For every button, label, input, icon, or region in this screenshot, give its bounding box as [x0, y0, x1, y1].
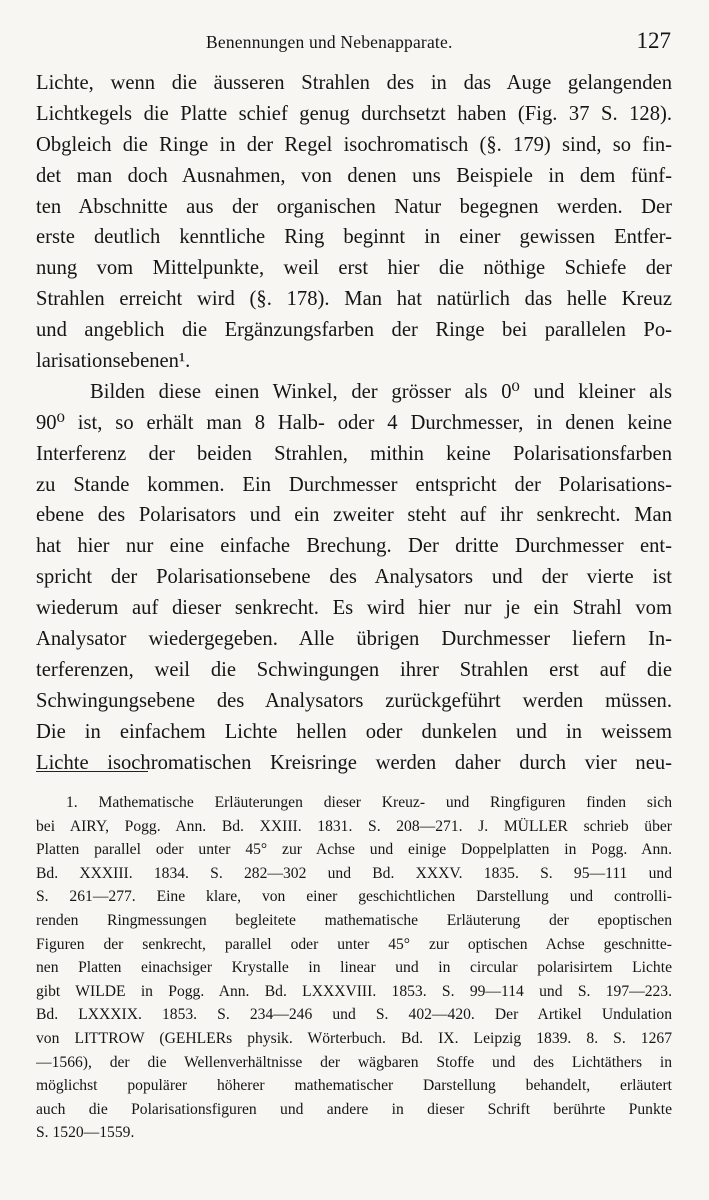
text-line: nung vom Mittelpunkte, weil erst hier die nöthige Schiefe der: [36, 257, 672, 280]
paragraph-end-line: larisationsebenen¹.: [36, 350, 191, 373]
text-line: ebene des Polarisators und ein zweiter steht auf ihr senkrecht. Man: [36, 504, 672, 527]
text-line: spricht der Polarisationsebene des Analysators und der vierte ist: [36, 566, 672, 589]
text-line: Lichte isochromatischen Kreisringe werden daher durch vier neu-: [36, 751, 672, 774]
footnotes: [36, 791, 672, 1145]
text-line: und angeblich die Ergänzungsfarben der Ringe bei parallelen Po-: [36, 319, 672, 342]
footnote-line: 1. Mathematische Erläuterungen dieser Kreuz- und Ringfiguren finden sich: [66, 794, 672, 811]
text-line: Die in einfachem Lichte hellen oder dunkelen und in weissem: [36, 720, 672, 743]
text-line: zu Stande kommen. Ein Durchmesser entspricht der Polarisations-: [36, 473, 672, 496]
running-title: Benennungen und Nebenapparate.: [206, 32, 453, 52]
text-line: 90⁰ ist, so erhält man 8 Halb- oder 4 Durchmesser, in denen keine: [36, 411, 672, 434]
footnote-line: —1566), der die Wellenverhältnisse der wägbaren Stoffe und des Lichtäthers in: [36, 1053, 672, 1071]
footnote-line: von LITTROW (GEHLERs physik. Wörterbuch. Bd. IX. Leipzig 1839. 8. S. 1267: [36, 1029, 672, 1047]
text-line: Lichtkegels die Platte schief genug durchsetzt haben (Fig. 37 S. 128).: [36, 102, 672, 125]
footnote-line: bei AIRY, Pogg. Ann. Bd. XXIII. 1831. S. 208—271. J. MÜLLER schrieb über: [36, 817, 672, 835]
paragraph-start-line: Bilden diese einen Winkel, der grösser als 0⁰ und kleiner als: [90, 380, 672, 403]
footnote-line: möglichst populärer höherer mathematischer Darstellung behandelt, erläutert: [36, 1077, 672, 1095]
text-line: Lichte, wenn die äusseren Strahlen des in das Auge gelangenden: [36, 72, 672, 94]
footnote-line: auch die Polarisationsfiguren und andere in dieser Schrift berührte Punkte: [36, 1100, 672, 1118]
footnote-line: nen Platten einachsiger Krystalle in linear und in circular polarisirtem Lichte: [36, 959, 672, 977]
text-line: ten Abschnitte aus der organischen Natur begegnen werden. Der: [36, 195, 672, 218]
footnote-line: Platten parallel oder unter 45° zur Achse und einige Doppelplatten in Pogg. Ann.: [36, 841, 672, 859]
text-line: wiederum auf dieser senkrecht. Es wird hier nur je ein Strahl vom: [36, 597, 672, 620]
text-line: Strahlen erreicht wird (§. 178). Man hat natürlich das helle Kreuz: [36, 288, 672, 311]
text-line: hat hier nur eine einfache Brechung. Der dritte Durchmesser ent-: [36, 535, 672, 558]
footnote-line: Bd. LXXXIX. 1853. S. 234—246 und S. 402—420. Der Artikel Undulation: [36, 1006, 672, 1024]
page-header: [36, 28, 671, 62]
text-line: terferenzen, weil die Schwingungen ihrer Strahlen erst auf die: [36, 658, 672, 681]
footnote-line: Figuren der senkrecht, parallel oder unter 45° zur optischen Achse geschnitte-: [36, 935, 672, 953]
footnote-line: S. 1520—1559.: [36, 1124, 135, 1142]
text-line: Analysator wiedergegeben. Alle übrigen Durchmesser liefern In-: [36, 628, 672, 651]
main-text: [36, 68, 672, 778]
footnote-line: renden Ringmessungen begleitete mathematische Erläuterung der epoptischen: [36, 911, 672, 929]
text-line: erste deutlich kenntliche Ring beginnt in einer gewissen Entfer-: [36, 226, 672, 249]
footnote-line: Bd. XXXIII. 1834. S. 282—302 und Bd. XXXV. 1835. S. 95—111 und: [36, 864, 672, 882]
text-line: Interferenz der beiden Strahlen, mithin keine Polarisationsfarben: [36, 442, 672, 465]
footnote-divider: [36, 771, 148, 772]
footnote-line: gibt WILDE in Pogg. Ann. Bd. LXXXVIII. 1853. S. 99—114 und S. 197—223.: [36, 982, 672, 1000]
text-line: det man doch Ausnahmen, von denen uns Beispiele in dem fünf-: [36, 164, 672, 187]
footnote-line: S. 261—277. Eine klare, von einer geschichtlichen Darstellung und controlli-: [36, 888, 672, 906]
text-line: Obgleich die Ringe in der Regel isochromatisch (§. 179) sind, so fin-: [36, 133, 672, 156]
text-line: Schwingungsebene des Analysators zurückgeführt werden müssen.: [36, 689, 672, 712]
page-number: 127: [636, 28, 671, 53]
